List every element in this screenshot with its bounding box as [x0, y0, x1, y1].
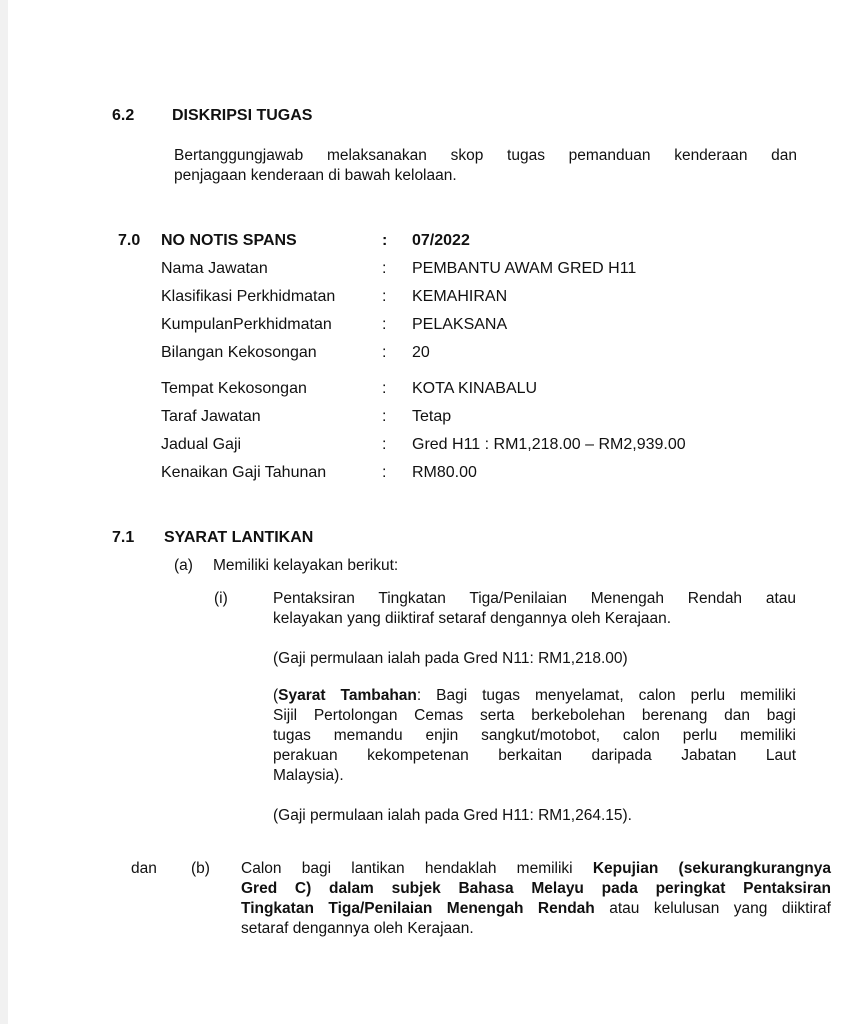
item-b-bold: Tingkatan Tiga/Penilaian Menengah Rendah — [241, 900, 595, 917]
dan-connector: dan — [131, 860, 157, 877]
gaji-n11-note: (Gaji permulaan ialah pada Gred N11: RM1,218.00) — [273, 650, 628, 667]
row-separator: : — [382, 232, 388, 249]
row-separator: : — [382, 436, 387, 453]
section-heading-diskripsi: DISKRIPSI TUGAS — [172, 107, 313, 124]
row-separator: : — [382, 344, 387, 361]
row-label-bilangan: Bilangan Kekosongan — [161, 344, 317, 361]
item-b-bold: Kepujian (sekurangkurangnya — [592, 860, 831, 877]
row-value-no-notis: 07/2022 — [412, 232, 470, 249]
section-heading-syarat: SYARAT LANTIKAN — [164, 529, 314, 546]
item-b-text: Calon bagi lantikan hendaklah memiliki — [241, 860, 593, 877]
row-separator: : — [382, 288, 387, 305]
row-label-no-notis: NO NOTIS SPANS — [161, 232, 297, 249]
item-a-text: Memiliki kelayakan berikut: — [213, 557, 399, 574]
item-b-line — [241, 899, 831, 919]
row-value-tempat: KOTA KINABALU — [412, 380, 538, 397]
row-separator: : — [382, 380, 387, 397]
syarat-open-paren: ( — [273, 687, 279, 704]
diskripsi-paragraph — [174, 146, 797, 186]
item-b-marker: (b) — [191, 860, 210, 877]
row-separator: : — [382, 316, 387, 333]
item-i-marker: (i) — [214, 590, 228, 607]
row-label-nama-jawatan: Nama Jawatan — [161, 260, 268, 277]
item-i-paragraph — [273, 589, 796, 629]
syarat-line: Malaysia). — [273, 767, 344, 784]
item-b-text: atau kelulusan yang diiktiraf — [594, 900, 831, 917]
item-i-line: kelayakan yang diiktiraf setaraf dengannya oleh Kerajaan. — [273, 610, 672, 627]
item-b-line: setaraf dengannya oleh Kerajaan. — [241, 920, 474, 937]
row-value-klasifikasi: KEMAHIRAN — [412, 288, 508, 305]
syarat-line: tugas memandu enjin sangkut/motobot, calon perlu memiliki — [273, 727, 796, 744]
diskripsi-line: penjagaan kenderaan di bawah kelolaan. — [174, 167, 457, 184]
diskripsi-line: Bertanggungjawab melaksanakan skop tugas pemanduan kenderaan dan — [174, 147, 797, 164]
row-separator: : — [382, 408, 387, 425]
row-label-klasifikasi: Klasifikasi Perkhidmatan — [161, 288, 336, 305]
syarat-line: Sijil Pertolongan Cemas serta berkebolehan berenang dan bagi — [273, 707, 796, 724]
row-value-kenaikan-gaji: RM80.00 — [412, 464, 477, 481]
section-number-7-0: 7.0 — [118, 232, 141, 249]
row-separator: : — [382, 260, 387, 277]
row-label-kenaikan-gaji: Kenaikan Gaji Tahunan — [161, 464, 327, 481]
gaji-h11-note: (Gaji permulaan ialah pada Gred H11: RM1,264.15). — [273, 807, 632, 824]
syarat-tambahan-paragraph — [273, 686, 796, 786]
document-page — [8, 0, 851, 1024]
section-number-6-2: 6.2 — [112, 107, 135, 124]
item-b-line: Gred C) dalam subjek Bahasa Melayu pada peringkat Pentaksiran — [241, 880, 831, 897]
row-value-jadual-gaji: Gred H11 : RM1,218.00 – RM2,939.00 — [412, 436, 686, 453]
syarat-line-rest: : Bagi tugas menyelamat, calon perlu memiliki — [416, 687, 796, 704]
row-value-nama-jawatan: PEMBANTU AWAM GRED H11 — [412, 260, 637, 277]
syarat-tambahan-label: Syarat Tambahan — [278, 687, 417, 704]
syarat-line: perakuan kekompetenan berkaitan daripada Jabatan Laut — [273, 747, 796, 764]
item-b-paragraph — [241, 859, 831, 939]
row-label-kumpulan: KumpulanPerkhidmatan — [161, 316, 332, 333]
item-b-line — [241, 859, 831, 879]
item-a-marker: (a) — [174, 557, 193, 574]
row-label-taraf: Taraf Jawatan — [161, 408, 261, 425]
section-number-7-1: 7.1 — [112, 529, 135, 546]
row-label-tempat: Tempat Kekosongan — [161, 380, 307, 397]
row-value-bilangan: 20 — [412, 344, 430, 361]
row-value-kumpulan: PELAKSANA — [412, 316, 508, 333]
row-label-jadual-gaji: Jadual Gaji — [161, 436, 242, 453]
row-separator: : — [382, 464, 387, 481]
syarat-line — [273, 686, 796, 706]
item-i-line: Pentaksiran Tingkatan Tiga/Penilaian Menengah Rendah atau — [273, 590, 796, 607]
row-value-taraf: Tetap — [412, 408, 452, 425]
